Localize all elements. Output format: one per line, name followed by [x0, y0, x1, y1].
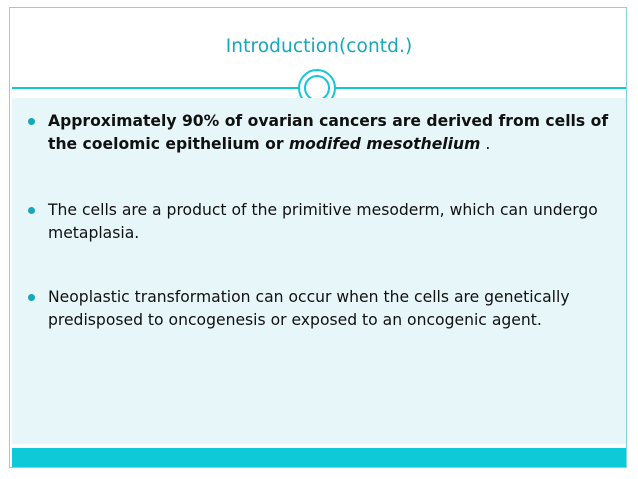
bullet-text-1 [48, 110, 610, 156]
bullet-icon [28, 118, 35, 125]
bullet-1-part1: Approximately 90% of ovarian cancers are derived from cells of the coelomic epithelium or [48, 112, 609, 153]
bullet-1-emphasis: modifed mesothelium [288, 135, 481, 153]
bullet-text-3: Neoplastic transformation can occur when the cells are genetically predisposed to oncogenesis or exposed to an oncogenic agent. [48, 288, 570, 329]
bullet-icon [28, 207, 35, 214]
slide-title: Introduction(contd.) [225, 36, 413, 57]
content-area [12, 98, 626, 444]
bottom-accent-bar [12, 448, 626, 467]
bullet-item-3 [20, 286, 610, 332]
bullet-text-2: The cells are a product of the primitive mesoderm, which can undergo metaplasia. [48, 201, 598, 242]
bullet-icon [28, 294, 35, 301]
bullet-1-part3: . [480, 135, 491, 153]
bullet-item-1 [20, 110, 610, 156]
bullet-item-2 [20, 199, 610, 245]
